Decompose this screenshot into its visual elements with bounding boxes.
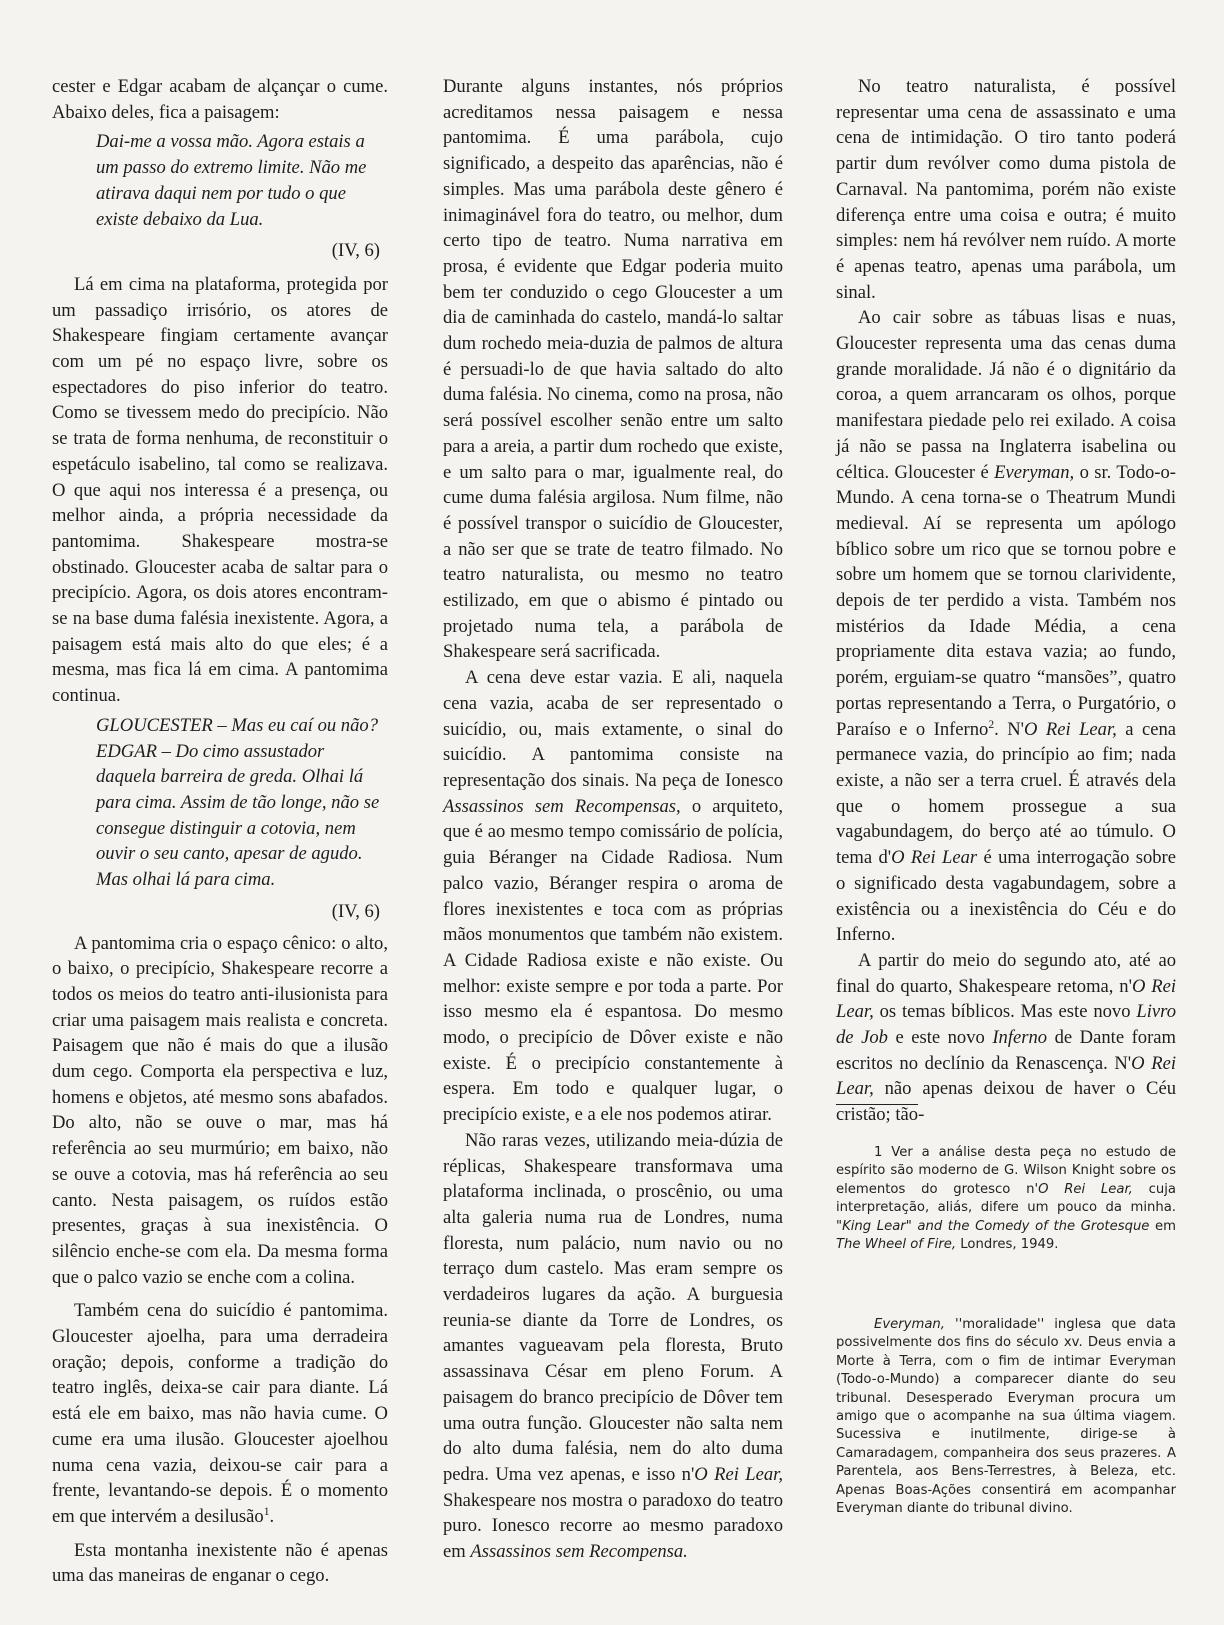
text-run: em — [1149, 1218, 1177, 1234]
quote-block — [96, 129, 388, 232]
work-title: O Rei Lear, — [836, 975, 1176, 1023]
paragraph: Lá em cima na plataforma, protegida por um passadiço irrisório, os atores de Shakespeare fingiam certamente avançar com um pé no espaço livre, sobre os espectadores do piso inferior do teatro. Como se tivessem medo do precipício. Não se trata de forma nenhuma, de reconstituir o espetáculo isabelino, tal como se realizava. O que aqui nos interessa é a presença, ou melhor ainda, a própria necessidade da pantomima. Shakespeare mostra-se obstinado. Gloucester acaba de saltar para o precipício. Agora, os dois atores encontram-se na base duma falésia inexistente. Agora, a paisagem está mais alto do que eles; é a mesma, mas fica lá em cima. A pantomima continua. — [52, 273, 388, 707]
text-run: A cena deve estar vazia. E ali, naquela cena vazia, acaba de ser representado o suicídio, ou, mais extamente, o sinal do suicídio. A pantomima consiste na representação dos sinais. Na peça de Ionesco — [443, 667, 783, 791]
footnote-divider — [836, 1104, 918, 1105]
work-title: O Rei Lear, — [1038, 1181, 1133, 1197]
footnote-marker: 1 — [263, 1505, 270, 1518]
text-run: . N' — [994, 718, 1024, 740]
work-title: O Rei Lear, — [836, 1052, 1176, 1100]
quote-text: Dai-me a vossa mão. Agora estais a um passo do extremo limite. Não me atirava daqui nem por tudo o que existe debaixo da Lua. — [96, 131, 367, 230]
footnote-1 — [836, 1144, 1176, 1254]
work-title: O Rei Lear, — [1023, 718, 1117, 740]
paragraph: Esta montanha inexistente não é apenas uma das maneiras de enganar o cego. — [52, 1539, 388, 1587]
work-title: Assassinos sem Recompensa. — [470, 1541, 688, 1563]
work-title: Everyman, — [874, 1317, 945, 1332]
column-2 — [443, 74, 783, 1565]
footnote-2 — [836, 1316, 1176, 1518]
text-run: o arquiteto, que é ao mesmo tempo comissário de polícia, guia Béranger na Cidade Radiosa. Num palco vazio, Béranger respira o aroma de flores inexistentes e toca com as próprias mãos monumentos que também não existem. A Cidade Radiosa existe e não existe. Ou melhor: existe sempre e por toda a parte. Por isso mesmo ela é espantosa. Do mesmo modo, o precipício de Dôver existe e não existe. É o precipício constantemente à espera. Em todo e qualquer lugar, o precipício existe, e a ele nos podemos atirar. — [443, 795, 783, 1126]
paragraph — [836, 305, 1176, 948]
text-run: A partir do meio do segundo ato, até ao final do quarto, Shakespeare retoma, n' — [836, 949, 1176, 997]
work-title: Everyman, — [994, 461, 1075, 483]
quote-block — [96, 713, 388, 893]
footnote-text — [836, 1316, 1176, 1518]
paragraph: No teatro naturalista, é possível representar uma cena de assassinato e uma cena de intimidação. O tiro tanto poderá partir dum revólver como duma pistola de Carnaval. Na pantomima, porém não existe diferença entre uma coisa e outra; é muito simples: nem há revólver nem ruído. A morte é apenas teatro, apenas uma parábola, um sinal. — [836, 76, 1176, 303]
paragraph — [52, 1298, 388, 1529]
quote-text: GLOUCESTER – Mas eu caí ou não? — [96, 714, 378, 736]
paragraph — [443, 665, 783, 1128]
text-run: Também cena do suicídio é pantomima. Gloucester ajoelha, para uma derradeira oração; depois, conforme a tradição do teatro inglês, deixa-se cair para diante. Lá está ele em baixo, mas não havia cume. O cume era uma ilusão. Gloucester ajoelhou numa cena vazia, deixou-se cair para a frente, levantando-se depois. É o momento em que intervém a desilusão — [52, 1300, 388, 1527]
text-run: Londres, 1949. — [956, 1237, 1059, 1253]
work-title: Livro de Job — [836, 1001, 1176, 1049]
column-3 — [836, 74, 1176, 1128]
citation-reference: (IV, 6) — [331, 900, 380, 922]
text-run: o sr. Todo-o-Mundo. A cena torna-se o Theatrum Mundi medieval. Aí se representa um apólogo bíblico sobre um rico que se tornou pobre e sobre um homem que se tornou clarividente, depois de ter perdido a vista. Também nos mistérios da Idade Média, a cena propriamente dita estava vazia; ao fundo, porém, erguiam-se quatro “mansões”, quatro portas representando a Terra, o Purgatório, o Paraíso e o Inferno — [836, 461, 1176, 740]
paragraph — [836, 948, 1176, 1128]
text-run: de Dante foram escritos no declínio da Renascença. N' — [836, 1027, 1176, 1074]
text-run: cuja interpretação, aliás, difere um pouco da minha. — [836, 1181, 1176, 1216]
text-run: não apenas deixou de haver o Céu cristão; tão- — [836, 1078, 1176, 1126]
paragraph: A pantomima cria o espaço cênico: o alto, o baixo, o precipício, Shakespeare recorre a todos os meios do teatro anti-ilusionista para criar uma paisagem mais realista e concreta. Paisagem que não é mais do que a ilusão dum cego. Comporta ela perspectiva e luz, homens e objetos, até mesmo sons abafados. Do alto, não se ouve o mar, mas há referência ao seu murmúrio; em baixo, não se ouve a cotovia, mas há referência ao seu canto. Nesta paisagem, os ruídos estão presentes, graças à sua inexistência. O silêncio enche-se com ela. Da mesma forma que o palco vazio se enche com a colina. — [52, 932, 388, 1288]
paragraph — [443, 1128, 783, 1565]
work-title: O Rei Lear, — [694, 1463, 783, 1485]
work-title: Inferno — [992, 1027, 1048, 1049]
text-run: Shakespeare nos mostra o paradoxo do teatro puro. Ionesco recorre ao mesmo paradoxo em — [443, 1489, 783, 1563]
quote-text: EDGAR – Do cimo assustador daquela barreira de greda. Olhai lá para cima. Assim de tão longe, não se consegue distinguir a cotovia, nem ouvir o seu canto, apesar de agudo. Mas olhai lá para cima. — [96, 740, 380, 891]
column-1 — [52, 74, 388, 1589]
footnote-marker: 2 — [988, 718, 995, 731]
text-run: Não raras vezes, utilizando meia-dúzia de réplicas, Shakespeare transformava uma plataforma inclinada, o proscênio, ou uma alta galeria numa rua de Londres, numa floresta, num palácio, num navio ou no terraço dum castelo. Mas eram sempre os verdadeiros lugares da ação. A burguesia reunia-se diante da Torre de Londres, os amantes vagueavam pela floresta, Bruto assassinava César em pleno Forum. A paisagem do branco precipício de Dôver tem uma outra função. Gloucester não salta nem do alto duma falésia, nem do alto duma pedra. Uma vez apenas, e isso n' — [443, 1129, 783, 1485]
work-title: O Rei Lear — [891, 847, 978, 869]
paragraph: Durante alguns instantes, nós próprios acreditamos nessa paisagem e nessa pantomima. É uma parábola, cujo significado, a despeito das aparências, não é simples. Mas uma parábola deste gênero é inimaginável fora do teatro, ou melhor, dum certo tipo de teatro. Numa narrativa em prosa, é evidente que Edgar poderia muito bem ter conduzido o cego Gloucester a um dia de caminhada do castelo, mandá-lo saltar dum rochedo meia-duzia de palmos de altura é persuadi-lo de que havia saltado do alto duma falésia. No cinema, como na prosa, não será possível escolher senão entre um salto para a areia, a partir dum rochedo que existe, e um salto para o mar, igualmente real, do cume duma falésia argilosa. Num filme, não é possível transpor o suicídio de Gloucester, a não ser que se trate de teatro filmado. No teatro naturalista, ou mesmo no teatro estilizado, em que o abismo é pintado ou projetado numa tela, a parábola de Shakespeare será sacrificada. — [443, 76, 783, 663]
work-title: The Wheel of Fire, — [836, 1237, 957, 1253]
footnote-text — [836, 1144, 1176, 1254]
text-run: . — [269, 1505, 275, 1527]
work-title: "King Lear" and the Comedy of the Grotesque — [836, 1218, 1150, 1234]
text-run: ''moralidade'' inglesa que data possivelmente dos fins do século xv. Deus envia a Morte à Terra, com o fim de intimar Everyman (Todo-o-Mundo) a comparecer diante do seu tribunal. Desesperado Everyman procura um amigo que o acompanhe na sua última viagem. Sucessiva e inutilmente, dirige-se à Camaradagem, companheira dos seus prazeres. A Parentela, aos Bens-Terrestres, à Beleza, etc. Apenas Boas-Ações consentirá em acompanhar Everyman diante do tribunal divino. — [836, 1317, 1176, 1517]
text-run: Ao cair sobre as tábuas lisas e nuas, Gloucester representa uma das cenas duma grande moralidade. Já não é o dignitário da coroa, a quem arrancaram os olhos, porque manifestara piedade pelo rei exilado. A coisa já não se passa na Inglaterra isabelina ou céltica. Gloucester é — [836, 307, 1176, 483]
text-run: e este novo — [887, 1027, 993, 1049]
text-run: 1 Ver a análise desta peça no estudo de espírito são moderno de G. Wilson Knight sobre os elementos do grotesco n' — [836, 1145, 1176, 1197]
work-title: Assassinos sem Recompensas, — [443, 795, 681, 817]
text-run: a cena permanece vazia, do princípio ao fim; nada existe, a não ser a terra cruel. É através dela que o homem prossegue a sua vagabundagem, do berço até ao túmulo. O tema d' — [836, 718, 1176, 869]
text-run: é uma interrogação sobre o significado desta vagabundagem, sobre a existência ou a inexistência do Céu e do Inferno. — [836, 847, 1176, 946]
paragraph: cester e Edgar acabam de alçançar o cume. Abaixo deles, fica a paisagem: — [52, 76, 388, 123]
text-run: os temas bíblicos. Mas este novo — [873, 1001, 1137, 1023]
citation-reference: (IV, 6) — [331, 240, 380, 262]
